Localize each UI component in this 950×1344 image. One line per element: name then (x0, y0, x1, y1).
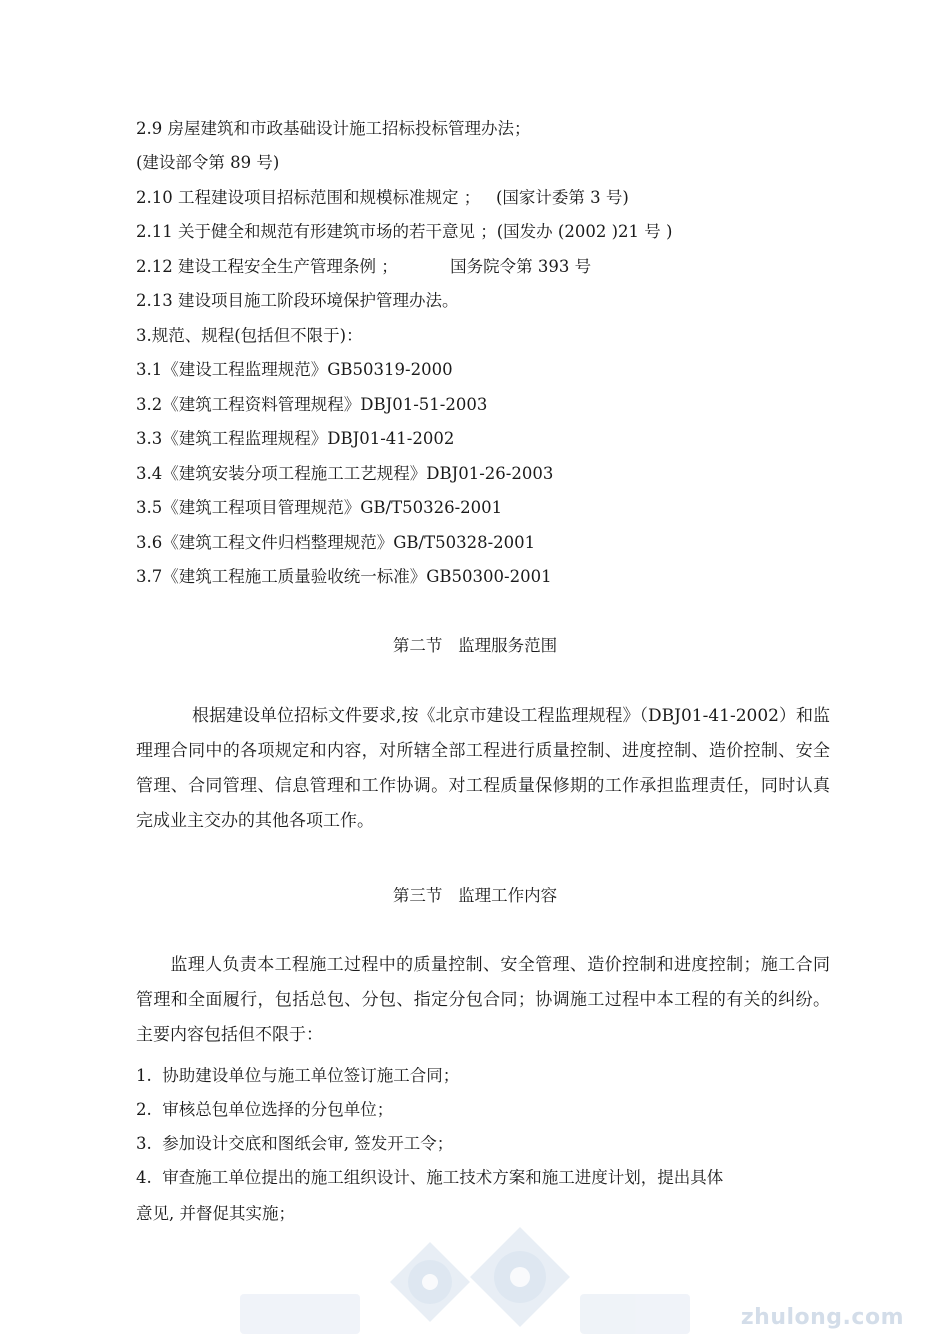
list-line: 2.12 建设工程安全生产管理条例 ； 国务院令第 393 号 (136, 257, 592, 276)
list-line: 3.5《建筑工程项目管理规范》GB/T50326-2001 (136, 498, 503, 517)
duty-item: 意见, 并督促其实施； (136, 1204, 295, 1223)
list-line: 3.1《建设工程监理规范》GB50319-2000 (136, 360, 453, 379)
list-line: 2.9 房屋建筑和市政基础设计施工招标投标管理办法； (136, 119, 531, 138)
list-line: 3.7《建筑工程施工质量验收统一标准》GB50300-2001 (136, 567, 552, 586)
list-line: 3.6《建筑工程文件归档整理规范》GB/T50328-2001 (136, 533, 536, 552)
duty-item: 4. 审查施工单位提出的施工组织设计、施工技术方案和施工进度计划，提出具体 (136, 1168, 724, 1187)
section-body-scope (136, 699, 830, 839)
section-body-content (136, 948, 830, 1053)
list-line: 2.11 关于健全和规范有形建筑市场的若干意见 ；(国发办 (2002 )21 号 ) (136, 222, 673, 241)
watermark-logo-icon (230, 1222, 710, 1344)
duty-item: 3. 参加设计交底和图纸会审, 签发开工令； (136, 1134, 454, 1153)
section-heading-content: 第三节 监理工作内容 (392, 886, 558, 905)
watermark-text: zhulong.com (740, 1305, 904, 1330)
list-line: 3.规范、规程(包括但不限于)： (136, 326, 363, 345)
list-line: 3.3《建筑工程监理规程》DBJ01-41-2002 (136, 429, 455, 448)
duty-item: 1. 协助建设单位与施工单位签订施工合同； (136, 1066, 460, 1085)
list-line: 2.13 建设项目施工阶段环境保护管理办法。 (136, 291, 459, 310)
list-line: (建设部令第 89 号) (136, 153, 280, 172)
section-body-content-text: 监理人负责本工程施工过程中的质量控制、安全管理、造价控制和进度控制；施工合同管理和全面履行，包括总包、分包、指定分包合同；协调施工过程中本工程的有关的纠纷。主要内容包括但不限于： (136, 955, 830, 1045)
list-line: 3.4《建筑安装分项工程施工工艺规程》DBJ01-26-2003 (136, 464, 554, 483)
list-line: 2.10 工程建设项目招标范围和规模标准规定 ； (国家计委第 3 号) (136, 188, 629, 207)
section-heading-scope: 第二节 监理服务范围 (392, 636, 558, 655)
section-body-scope-text: 根据建设单位招标文件要求,按《北京市建设工程监理规程》（DBJ01-41-2002）和监理理合同中的各项规定和内容，对所辖全部工程进行质量控制、进度控制、造价控制、安全管理、合同管理、信息管理和工作协调。对工程质量保修期的工作承担监理责任，同时认真完成业主交办的其他各项工作。 (136, 706, 830, 831)
duty-item: 2. 审核总包单位选择的分包单位； (136, 1100, 394, 1119)
list-line: 3.2《建筑工程资料管理规程》DBJ01-51-2003 (136, 395, 488, 414)
